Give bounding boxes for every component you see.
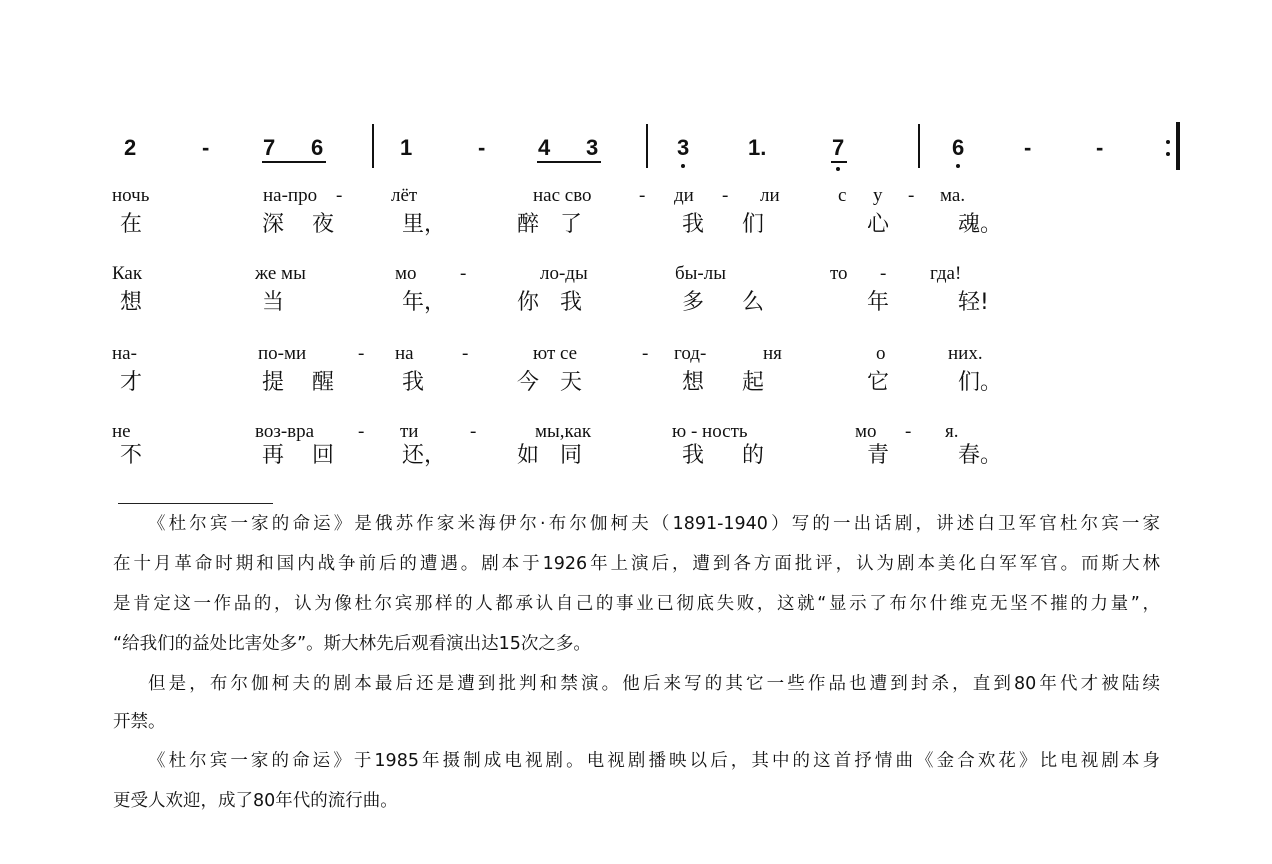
russian-lyric: - — [908, 185, 915, 206]
paragraph-line: 开禁。 — [113, 712, 166, 732]
beam-underline — [537, 161, 601, 163]
russian-lyric: - — [358, 421, 365, 442]
octave-dot — [681, 164, 685, 168]
chinese-lyric: 了 — [560, 212, 583, 237]
russian-lyric: лёт — [391, 185, 418, 206]
chinese-lyric: 春。 — [958, 443, 1003, 468]
barline — [372, 124, 374, 168]
chinese-lyric: 多 — [682, 290, 705, 315]
octave-dot — [956, 164, 960, 168]
beam-underline — [262, 161, 326, 163]
footnote-divider — [118, 503, 273, 504]
chinese-lyric: 还， — [402, 443, 447, 468]
chinese-lyric: 同 — [560, 443, 583, 468]
jianpu-note: 4 — [538, 135, 551, 160]
chinese-lyric: 轻! — [958, 290, 989, 315]
russian-lyric: ма. — [940, 185, 966, 206]
russian-lyric: них. — [948, 343, 983, 364]
jianpu-note: 3 — [677, 135, 690, 160]
jianpu-note: 7 — [263, 135, 276, 160]
russian-lyric: год- — [674, 343, 707, 364]
repeat-dot — [1166, 140, 1170, 144]
russian-lyric: ло-ды — [540, 263, 588, 284]
russian-lyric: ночь — [112, 185, 150, 206]
chinese-lyric: 我 — [682, 443, 705, 468]
jianpu-note: - — [1096, 135, 1104, 160]
russian-lyric: ти — [400, 421, 419, 442]
jianpu-note: 1. — [748, 135, 767, 160]
russian-lyric: ли — [760, 185, 780, 206]
russian-lyric: воз-вра — [255, 421, 315, 442]
chinese-lyric: 我 — [682, 212, 705, 237]
chinese-lyric: 想 — [682, 370, 705, 395]
russian-lyric: нас сво — [533, 185, 592, 206]
russian-lyric: - — [639, 185, 646, 206]
chinese-lyric: 天 — [560, 370, 583, 395]
chinese-lyric: 它 — [867, 370, 890, 395]
chinese-lyric: 们 — [742, 212, 765, 237]
russian-lyric: - — [642, 343, 649, 364]
repeat-dot — [1166, 152, 1170, 156]
jianpu-note: 3 — [586, 135, 599, 160]
russian-lyric: не — [112, 421, 131, 442]
russian-lyric: Как — [112, 263, 143, 284]
paragraph-line: 《杜尔宾一家的命运》是俄苏作家米海伊尔·布尔伽柯夫（1891-1940）写的一出话剧，讲述白卫军官杜尔宾一家 — [148, 514, 1160, 534]
jianpu-note: 6 — [311, 135, 324, 160]
chinese-lyric: 们。 — [958, 370, 1003, 395]
russian-lyric: - — [358, 343, 365, 364]
russian-lyric: по-ми — [258, 343, 307, 364]
russian-lyric: - — [460, 263, 467, 284]
chinese-lyric: 不 — [120, 443, 143, 468]
russian-lyric: с — [838, 185, 847, 206]
chinese-lyric: 青 — [867, 443, 890, 468]
russian-lyric: - — [722, 185, 729, 206]
chinese-lyric: 再 — [262, 443, 285, 468]
chinese-lyric: 里， — [402, 212, 447, 237]
russian-lyric: о — [876, 343, 886, 364]
russian-lyric: на- — [112, 343, 137, 364]
jianpu-note: - — [478, 135, 486, 160]
paragraph-line: 更受人欢迎，成了80年代的流行曲。 — [113, 791, 398, 811]
russian-lyric: гда! — [930, 263, 962, 284]
chinese-lyric: 夜 — [312, 212, 335, 237]
beam-underline — [831, 161, 847, 163]
jianpu-note: 2 — [124, 135, 137, 160]
chinese-lyric: 我 — [402, 370, 425, 395]
russian-lyric: у — [873, 185, 883, 206]
russian-lyric: ю - ность — [672, 421, 748, 442]
russian-lyric: ди — [674, 185, 694, 206]
paragraph-line: 在十月革命时期和国内战争前后的遭遇。剧本于1926年上演后，遭到各方面批评，认为剧本美化白军军官。而斯大林 — [113, 554, 1160, 574]
chinese-lyric: 么 — [742, 290, 765, 315]
russian-lyric: - — [905, 421, 912, 442]
russian-lyric: бы-лы — [675, 263, 727, 284]
jianpu-note: 1 — [400, 135, 413, 160]
paragraph-line: 《杜尔宾一家的命运》于1985年摄制成电视剧。电视剧播映以后，其中的这首抒情曲《金合欢花》比电视剧本身 — [148, 751, 1160, 771]
chinese-lyric: 提 — [262, 370, 285, 395]
russian-lyric: я. — [945, 421, 959, 442]
russian-lyric: - — [880, 263, 887, 284]
barline — [918, 124, 920, 168]
chinese-lyric: 你 — [517, 290, 540, 315]
chinese-lyric: 今 — [517, 370, 540, 395]
russian-lyric: - — [470, 421, 477, 442]
chinese-lyric: 在 — [120, 212, 143, 237]
barline — [646, 124, 648, 168]
chinese-lyric: 想 — [120, 290, 143, 315]
chinese-lyric: 醉 — [517, 212, 540, 237]
paragraph-line: 是肯定这一作品的，认为像杜尔宾那样的人都承认自己的事业已彻底失败，这就“显示了布尔什维克无坚不摧的力量”， — [113, 594, 1160, 614]
octave-dot — [836, 167, 840, 171]
russian-lyric: то — [830, 263, 848, 284]
russian-lyric: ня — [763, 343, 782, 364]
jianpu-note: - — [202, 135, 210, 160]
chinese-lyric: 当 — [262, 290, 285, 315]
chinese-lyric: 的 — [742, 443, 765, 468]
chinese-lyric: 年 — [867, 290, 890, 315]
chinese-lyric: 起 — [742, 370, 765, 395]
jianpu-note: - — [1024, 135, 1032, 160]
russian-lyric: мо — [395, 263, 417, 284]
jianpu-note: 7 — [832, 135, 845, 160]
chinese-lyric: 魂。 — [958, 212, 1003, 237]
russian-lyric: ют се — [533, 343, 578, 364]
chinese-lyric: 才 — [120, 370, 143, 395]
chinese-lyric: 回 — [312, 443, 335, 468]
chinese-lyric: 如 — [517, 443, 540, 468]
jianpu-note: 6 — [952, 135, 965, 160]
chinese-lyric: 醒 — [312, 370, 335, 395]
chinese-lyric: 深 — [262, 212, 285, 237]
russian-lyric: мо — [855, 421, 877, 442]
russian-lyric: же мы — [255, 263, 306, 284]
chinese-lyric: 我 — [560, 290, 583, 315]
russian-lyric: - — [462, 343, 469, 364]
chinese-lyric: 年， — [402, 290, 447, 315]
russian-lyric: - — [336, 185, 343, 206]
russian-lyric: на — [395, 343, 414, 364]
russian-lyric: на-про — [263, 185, 318, 206]
russian-lyric: мы,как — [535, 421, 592, 442]
paragraph-line: “给我们的益处比害处多”。斯大林先后观看演出达15次之多。 — [113, 634, 591, 654]
chinese-lyric: 心 — [867, 212, 890, 237]
paragraph-line: 但是，布尔伽柯夫的剧本最后还是遭到批判和禁演。他后来写的其它一些作品也遭到封杀，直到80年代才被陆续 — [148, 674, 1160, 694]
end-barline — [1176, 122, 1180, 170]
